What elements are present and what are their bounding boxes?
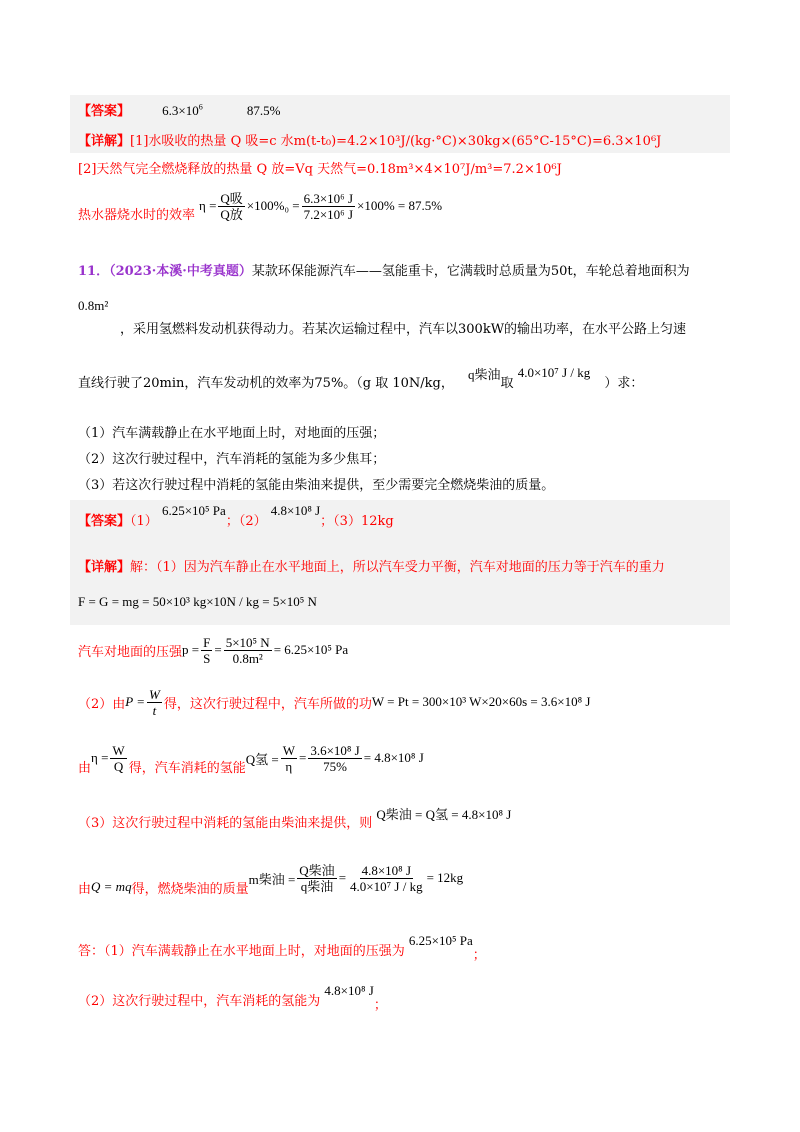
question-11-line-2b: ，采用氢燃料发动机获得动力。若某次运输过程中，汽车以300kW的输出功率，在水平公路上匀速	[120, 322, 687, 337]
answer-tag: 【答案】	[78, 104, 131, 119]
question-11-line-2: 0.8m²	[78, 298, 109, 313]
question-11-line-3: 直线行驶了20min，汽车发动机的效率为75%。（g 取 10N/kg， q柴油取 4.0×10⁷ J / kg ）求：	[78, 365, 644, 391]
step-3-line: （3）这次行驶过程中消耗的氢能由柴油来提供，则 Q柴油 = Q氢 = 4.8×10⁸ J	[78, 807, 512, 831]
answer-value-1: $6.3\times 10^6$	[162, 102, 203, 118]
final-answer-2: （2）这次行驶过程中，汽车消耗的氢能为 4.8×10⁸ J；	[78, 983, 387, 1013]
answer-line-1	[78, 100, 280, 119]
detail-line-3: 【详解】解：（1）因为汽车静止在水平地面上，所以汽车受力平衡，汽车对地面的压力等于汽车的重力	[78, 560, 665, 575]
question-11-line-1: 11．（2023·本溪·中考真题）某款环保能源汽车——氢能重卡，它满载时总质量为50t，车轮总着地面积为	[78, 264, 690, 279]
pressure-line: 汽车对地面的压强 p = $\frac{F}{S}$ = $\frac{\text{5×10⁵ N}}{\text{0.8m²}}$ = 6.25×10⁵ Pa	[78, 634, 349, 666]
efficiency-line: 热水器烧水时的效率 η = $\frac{\text{Q吸}}{\text{Q放}}$ ×100%₀ = $\frac{\text{6.3×10⁶ J}}{\text{7.2×10⁶ J}}$ ×100% = 87.5%	[78, 190, 443, 223]
answer-value-2: 87.5%	[246, 103, 281, 118]
sub-question-2: （2）这次行驶过程中，汽车消耗的氢能为多少焦耳；	[78, 452, 386, 467]
work-line: （2）由 P = $\frac{W}{t}$ 得，这次行驶过程中，汽车所做的功 W = Pt = 300×10³ W×20×60s = 3.6×10⁸ J	[78, 686, 591, 718]
hydrogen-energy-line: 由 η = $\frac{W}{Q}$ 得，汽车消耗的氢能 Q氢 = $\frac{W}{\eta}$ = $\frac{\text{3.6×10⁸ J}}{75\%}$ = 4.8×10⁸ J	[78, 742, 424, 776]
sub-question-1: （1）汽车满载静止在水平地面上时，对地面的压强；	[78, 426, 386, 441]
mass-line: 由 Q = mq 得，燃烧柴油的质量 m柴油 = $\frac{\text{Q柴油}}{\text{q柴油}}$ = $\frac{\text{4.8×10⁸ J}}{\text{4.0×10⁷ J / kg}}$ = 12kg	[78, 862, 464, 897]
detail-line-2: [2]天然气完全燃烧释放的热量 Q 放=Vq 天然气=0.18m³×4×10⁷J/m³=7.2×10⁶J	[78, 162, 562, 177]
answer-line-2: 【答案】（1） 6.25×10⁵ Pa；（2） 4.8×10⁸ J；（3）12kg	[78, 503, 394, 529]
detail-line-1: 【详解】[1]水吸收的热量 Q 吸=c 水m(t-t₀)=4.2×10³J/(kg·°C)×30kg×(65°C-15°C)=6.3×10⁶J	[78, 134, 662, 149]
final-answer-1: 答：（1）汽车满载静止在水平地面上时，对地面的压强为 6.25×10⁵ Pa；	[78, 933, 486, 963]
sub-question-3: （3）若这次行驶过程中消耗的氢能由柴油来提供，至少需要完全燃烧柴油的质量。	[78, 478, 555, 493]
force-equation: F = G = mg = 50×10³ kg×10N / kg = 5×10⁵ N	[78, 594, 317, 609]
